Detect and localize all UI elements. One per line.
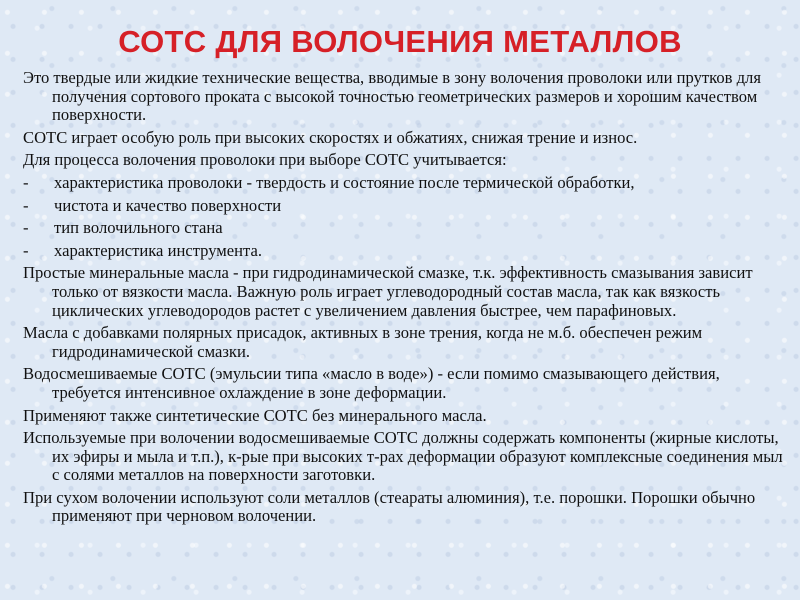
bullet-dash: - [23, 172, 29, 192]
paragraph-mineral-oils: Простые минеральные масла - при гидродинамической смазке, т.к. эффективность смазывания зависит только от вязкости масла. Важную роль играет углеводородный состав масла, так как вязкость циклических углеводородов растет с увеличением давления быстрее, чем парафиновых. [23, 263, 753, 320]
slide-title: СОТС ДЛЯ ВОЛОЧЕНИЯ МЕТАЛЛОВ [118, 24, 682, 59]
list-item [23, 197, 783, 216]
list-item-text: характеристика инструмента. [54, 240, 263, 260]
paragraph-synthetic: Применяют также синтетические СОТС без минерального масла. [23, 405, 487, 425]
paragraph-components: Используемые при волочении водосмешиваемые СОТС должны содержать компоненты (жирные кислоты, их эфиры и мыла и т.п.), к-рые при высоких т-рах деформации образуют комплексные соединения мыл с солями металлов на поверхности заготовки. [23, 428, 783, 485]
list-item [23, 219, 783, 238]
paragraph-selection-criteria: Для процесса волочения проволоки при выборе СОТС учитывается: [23, 150, 507, 170]
paragraph-polar-additives: Масла с добавками полярных присадок, активных в зоне трения, когда не м.б. обеспечен режим гидродинамической смазки. [23, 323, 703, 361]
list-item [23, 242, 783, 261]
bullet-dash: - [23, 240, 29, 260]
list-item-text: чистота и качество поверхности [54, 195, 282, 215]
list-item [23, 174, 783, 193]
bullet-dash: - [23, 218, 29, 238]
list-item-text: тип волочильного стана [54, 218, 223, 238]
paragraph-dry-drawing: При сухом волочении используют соли металлов (стеараты алюминия), т.е. порошки. Порошки обычно применяют при черновом волочении. [23, 487, 756, 526]
paragraph-water-miscible: Водосмешиваемые СОТС (эмульсии типа «масло в воде») - если помимо смазывающего действия, требуется интенсивное охлаждение в зоне деформации. [23, 364, 720, 402]
bullet-dash: - [23, 195, 29, 215]
list-item-text: характеристика проволоки - твердость и состояние после термической обработки, [54, 172, 635, 192]
paragraph-role: СОТС играет особую роль при высоких скоростях и обжатиях, снижая трение и износ. [23, 127, 638, 147]
paragraph-definition: Это твердые или жидкие технические вещества, вводимые в зону волочения проволоки или прутков для получения сортового проката с высокой точностью геометрических размеров и хорошим качеством поверхности. [23, 68, 761, 125]
slide-body [23, 69, 783, 530]
